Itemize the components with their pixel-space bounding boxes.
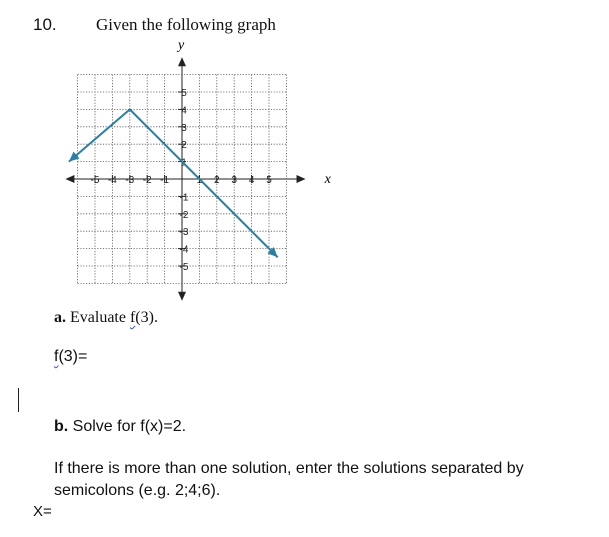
x-axis-arrow-right <box>297 175 306 183</box>
x-tick-label: -4 <box>107 175 117 186</box>
y-tick-label: -2 <box>179 209 189 221</box>
part-b-label: b. <box>54 418 69 435</box>
part-a-prompt <box>54 309 158 327</box>
y-tick-label: -5 <box>179 262 189 273</box>
x-tick-label: 3 <box>231 175 237 186</box>
y-tick-label: -4 <box>179 244 189 256</box>
part-b-answer-row <box>33 503 66 520</box>
function-graph <box>60 40 330 305</box>
part-b-text: Solve for f(x)=2. <box>72 418 187 435</box>
part-a-answer-row <box>54 348 102 366</box>
x-tick-label: -1 <box>160 175 170 186</box>
y-tick-label: 5 <box>181 88 187 99</box>
part-a-text-pre: Evaluate <box>70 309 130 326</box>
y-axis-arrow-down <box>178 292 186 301</box>
x-axis-label: x <box>324 172 331 187</box>
part-a-answer-label: (3)= <box>58 348 88 365</box>
graph-plot <box>69 109 278 257</box>
y-axis-label: y <box>178 38 185 53</box>
problem-number: 10. <box>33 15 57 34</box>
y-axis-arrow-up <box>178 57 186 66</box>
x-tick-label: 1 <box>196 175 203 186</box>
x-tick-label: 2 <box>214 175 220 186</box>
y-tick-label: -3 <box>179 227 189 239</box>
text-cursor <box>18 388 19 412</box>
x-tick-label: -5 <box>90 175 100 186</box>
problem-title: Given the following graph <box>96 15 276 34</box>
part-b-instructions: If there is more than one solution, enter the solutions separated by semicolons (e.g. 2;4;6). <box>54 460 524 499</box>
y-tick-label: -1 <box>179 192 189 204</box>
x-tick-label: 4 <box>248 175 255 186</box>
y-tick-label: 2 <box>181 140 187 152</box>
part-a-answer-fn: f <box>54 348 59 365</box>
y-tick-label: 1 <box>181 157 187 169</box>
function-line <box>69 109 278 257</box>
part-a-fn: f <box>129 309 136 326</box>
part-a-text-post: (3). <box>135 309 158 326</box>
part-a-label: a. <box>54 309 66 326</box>
part-b-prompt <box>54 418 186 436</box>
x-axis-arrow-left <box>65 175 74 183</box>
x-tick-label: 5 <box>266 175 272 186</box>
part-b-answer-label: X= <box>33 503 52 520</box>
y-tick-label: 4 <box>181 105 187 117</box>
graph-ticks <box>91 88 273 273</box>
y-tick-label: 3 <box>181 122 187 134</box>
x-tick-label: -2 <box>142 175 152 186</box>
x-tick-label: -3 <box>125 175 135 186</box>
